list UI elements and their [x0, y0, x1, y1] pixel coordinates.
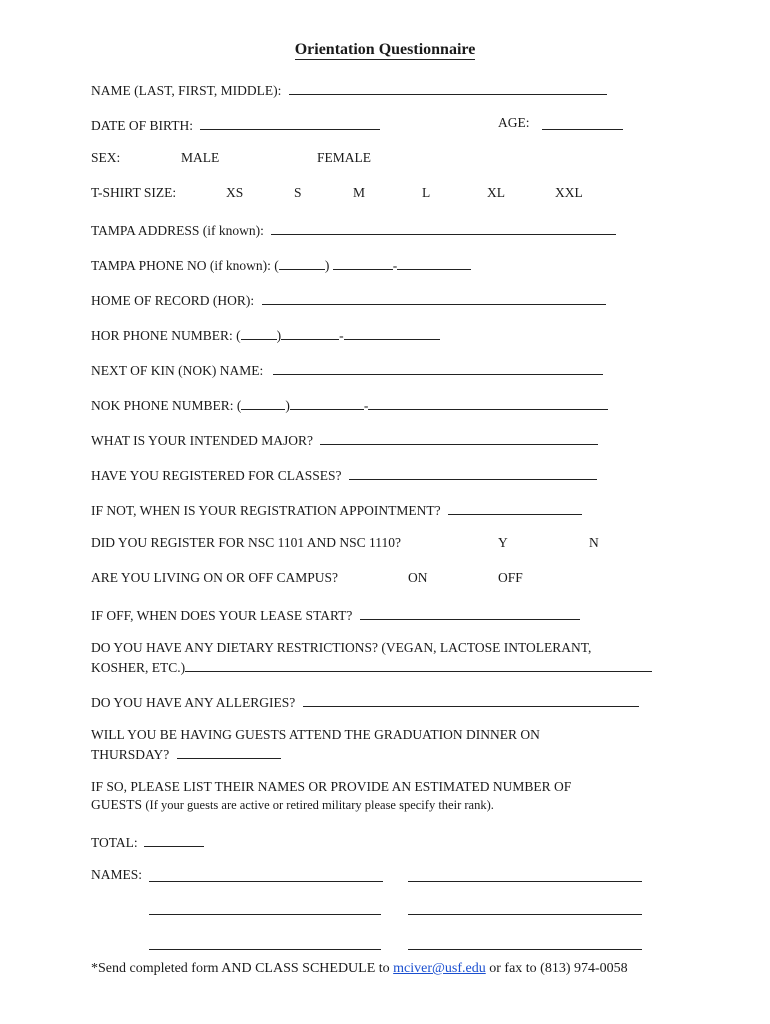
guests-label-cont: THURSDAY?: [91, 747, 170, 762]
total-field[interactable]: [144, 832, 204, 847]
hor-phone-line-field[interactable]: [344, 325, 440, 340]
dob-row: [91, 115, 631, 134]
allergies-label: DO YOU HAVE ANY ALLERGIES?: [91, 695, 296, 710]
sex-label: SEX:: [91, 150, 121, 165]
tshirt-l-option[interactable]: L: [422, 185, 431, 200]
tampa-phone-close-paren: ): [324, 258, 330, 273]
hor-field[interactable]: [262, 290, 606, 305]
guest-name-field-5[interactable]: [149, 949, 381, 950]
registered-field[interactable]: [349, 465, 597, 480]
nok-name-label: NEXT OF KIN (NOK) NAME:: [91, 363, 264, 378]
footer-suffix: or fax to (813) 974-0058: [489, 961, 628, 976]
guest-name-field-6[interactable]: [408, 949, 642, 950]
tshirt-xxl-option[interactable]: XXL: [555, 185, 583, 200]
tshirt-xl-option[interactable]: XL: [487, 185, 505, 200]
names-row: [91, 867, 651, 883]
guest-list-label-cont: GUESTS: [91, 797, 143, 812]
tshirt-xs-option[interactable]: XS: [226, 185, 244, 200]
sex-female-option[interactable]: FEMALE: [317, 150, 371, 165]
guest-list-row-2: [91, 797, 494, 813]
campus-off-option[interactable]: OFF: [498, 570, 523, 585]
tampa-address-row: [91, 220, 616, 239]
nok-phone-close-paren: ): [285, 398, 290, 413]
nsc-row: [91, 535, 631, 551]
age-label: AGE:: [498, 115, 530, 130]
lease-field[interactable]: [360, 605, 580, 620]
hor-phone-area-field[interactable]: [241, 325, 277, 340]
tampa-phone-label: TAMPA PHONE NO (if known): (: [91, 258, 279, 273]
nsc-label: DID YOU REGISTER FOR NSC 1101 AND NSC 1110?: [91, 535, 402, 550]
hor-phone-dash: -: [339, 328, 344, 343]
total-row: [91, 832, 204, 851]
guest-name-field-3[interactable]: [149, 914, 381, 915]
tampa-phone-prefix-field[interactable]: [333, 255, 393, 270]
guest-name-field-4[interactable]: [408, 914, 642, 915]
hor-phone-row: [91, 325, 440, 344]
nok-phone-label: NOK PHONE NUMBER: (: [91, 398, 242, 413]
nsc-no-option[interactable]: N: [589, 535, 599, 550]
hor-phone-close-paren: ): [276, 328, 282, 343]
hor-phone-label: HOR PHONE NUMBER: (: [91, 328, 241, 343]
allergies-field[interactable]: [303, 692, 639, 707]
registered-row: [91, 465, 597, 484]
nok-phone-prefix-field[interactable]: [290, 395, 364, 410]
hor-label: HOME OF RECORD (HOR):: [91, 293, 255, 308]
guest-list-label: IF SO, PLEASE LIST THEIR NAMES OR PROVIDE AN ESTIMATED NUMBER OF: [91, 779, 572, 794]
tshirt-label: T-SHIRT SIZE:: [91, 185, 177, 200]
tshirt-m-option[interactable]: M: [353, 185, 366, 200]
hor-phone-prefix-field[interactable]: [281, 325, 339, 340]
footer-prefix: *Send completed form AND CLASS SCHEDULE to: [91, 961, 390, 976]
nok-name-field[interactable]: [273, 360, 603, 375]
campus-on-option[interactable]: ON: [408, 570, 428, 585]
tampa-phone-area-field[interactable]: [279, 255, 325, 270]
major-label: WHAT IS YOUR INTENDED MAJOR?: [91, 433, 313, 448]
nok-phone-line-field[interactable]: [368, 395, 608, 410]
reg-appt-label: IF NOT, WHEN IS YOUR REGISTRATION APPOINTMENT?: [91, 503, 441, 518]
name-row: [91, 80, 607, 99]
dob-field[interactable]: [200, 115, 380, 130]
guests-row-1: [91, 727, 540, 743]
guests-label: WILL YOU BE HAVING GUESTS ATTEND THE GRADUATION DINNER ON: [91, 727, 540, 742]
email-link[interactable]: mciver@usf.edu: [393, 961, 486, 976]
reg-appt-field[interactable]: [448, 500, 582, 515]
nok-phone-dash: -: [363, 398, 369, 413]
tampa-address-field[interactable]: [271, 220, 616, 235]
total-label: TOTAL:: [91, 835, 138, 850]
hor-row: [91, 290, 606, 309]
dietary-row-2: [91, 657, 652, 676]
dietary-label-cont: KOSHER, ETC.): [91, 660, 186, 675]
allergies-row: [91, 692, 639, 711]
tampa-phone-row: [91, 255, 471, 274]
age-field[interactable]: [542, 129, 623, 130]
lease-label: IF OFF, WHEN DOES YOUR LEASE START?: [91, 608, 353, 623]
nok-phone-row: [91, 395, 608, 414]
sex-male-option[interactable]: MALE: [181, 150, 220, 165]
major-row: [91, 430, 598, 449]
dietary-label: DO YOU HAVE ANY DIETARY RESTRICTIONS? (VEGAN, LACTOSE INTOLERANT,: [91, 640, 592, 655]
campus-row: [91, 570, 631, 586]
nsc-yes-option[interactable]: Y: [498, 535, 508, 550]
tshirt-row: [91, 185, 631, 201]
guests-field[interactable]: [177, 744, 281, 759]
names-label: NAMES:: [91, 867, 143, 882]
guest-name-field-1[interactable]: [149, 881, 383, 882]
tshirt-s-option[interactable]: S: [294, 185, 302, 200]
campus-label: ARE YOU LIVING ON OR OFF CAMPUS?: [91, 570, 339, 585]
guest-name-field-2[interactable]: [408, 881, 642, 882]
footer-instructions: [91, 961, 628, 977]
reg-appt-row: [91, 500, 582, 519]
page-title: Orientation Questionnaire: [294, 41, 476, 58]
dietary-row-1: [91, 640, 591, 656]
name-label: NAME (LAST, FIRST, MIDDLE):: [91, 83, 282, 98]
major-field[interactable]: [320, 430, 598, 445]
tampa-phone-line-field[interactable]: [397, 255, 471, 270]
guest-list-row-1: [91, 779, 571, 795]
sex-row: [91, 150, 631, 166]
guest-list-note: (If your guests are active or retired military please specify their rank).: [145, 798, 494, 812]
registered-label: HAVE YOU REGISTERED FOR CLASSES?: [91, 468, 342, 483]
nok-name-row: [91, 360, 603, 379]
guests-row-2: [91, 744, 281, 763]
dob-label: DATE OF BIRTH:: [91, 118, 193, 133]
dietary-field[interactable]: [185, 657, 652, 672]
lease-row: [91, 605, 580, 624]
tampa-address-label: TAMPA ADDRESS (if known):: [91, 223, 264, 238]
nok-phone-area-field[interactable]: [241, 395, 285, 410]
name-field[interactable]: [289, 80, 607, 95]
tampa-phone-dash: -: [392, 258, 398, 273]
